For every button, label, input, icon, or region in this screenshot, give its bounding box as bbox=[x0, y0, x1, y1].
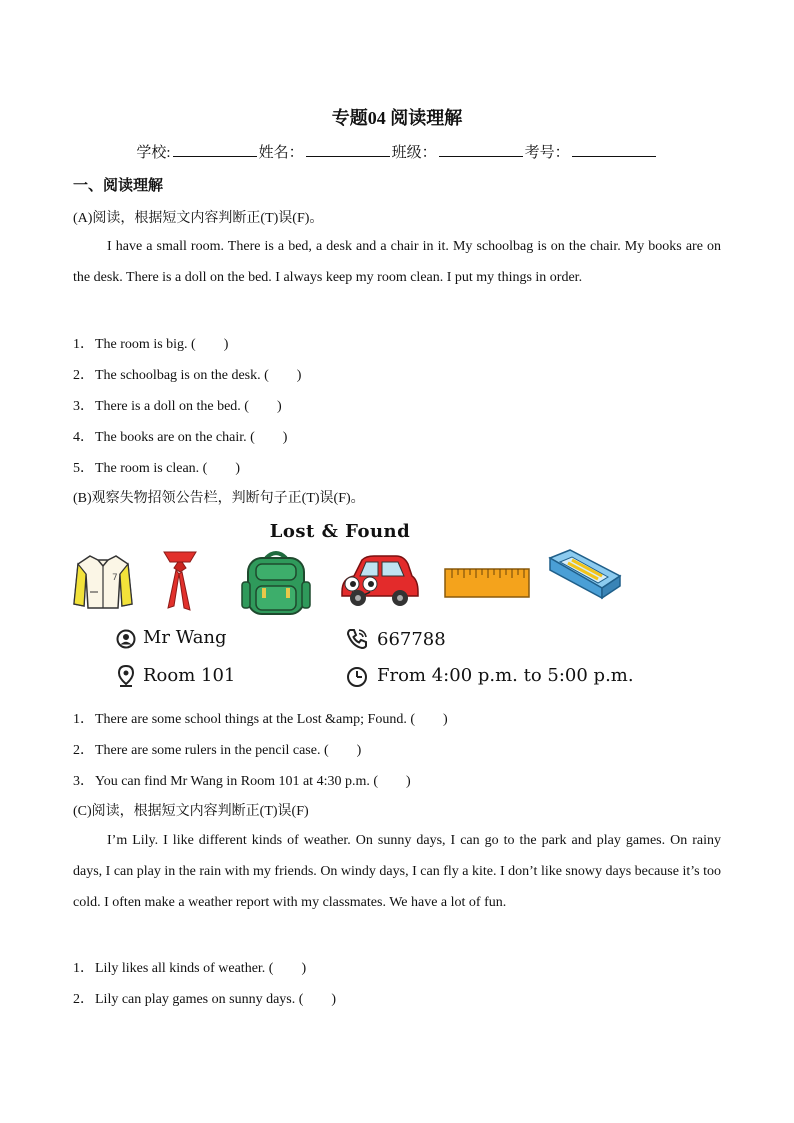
scarf-icon bbox=[160, 548, 200, 612]
question-item: 2．Lily can play games on sunny days. ( ) bbox=[73, 992, 337, 1007]
contact-time: From 4:00 p.m. to 5:00 p.m. bbox=[377, 665, 634, 686]
question-item: 1．There are some school things at the Lost &amp; Found. ( ) bbox=[73, 712, 448, 727]
backpack-icon bbox=[240, 548, 312, 618]
location-pin-icon bbox=[117, 665, 135, 687]
school-label: 学校: bbox=[136, 145, 171, 161]
class-field bbox=[439, 142, 523, 157]
partA-passage: I have a small room. There is a bed, a desk and a chair in it. My schoolbag is on the chair. My books are on the desk. There is a doll on the bed. I always keep my room clean. I put my things in order. bbox=[73, 239, 721, 285]
contact-place: Room 101 bbox=[143, 665, 236, 686]
phone-icon bbox=[346, 628, 368, 650]
school-field bbox=[173, 142, 257, 157]
question-item: 2．The schoolbag is on the desk. ( ) bbox=[73, 368, 302, 383]
class-label: 班级： bbox=[391, 145, 437, 161]
question-item: 4．The books are on the chair. ( ) bbox=[73, 430, 288, 445]
name-field bbox=[306, 142, 390, 157]
question-item: 1．The room is big. ( ) bbox=[73, 337, 229, 352]
number-label: 考号： bbox=[524, 145, 570, 161]
question-item: 5．The room is clean. ( ) bbox=[73, 461, 241, 476]
partA-instruction: (A)阅读，根据短文内容判断正(T)误(F)。 bbox=[73, 211, 324, 226]
partB-instruction: (B)观察失物招领公告栏，判断句子正(T)误(F)。 bbox=[73, 491, 365, 506]
svg-text:7: 7 bbox=[112, 573, 118, 583]
number-field bbox=[572, 142, 656, 157]
name-label: 姓名： bbox=[258, 145, 304, 161]
pencil-case-icon bbox=[546, 548, 622, 602]
jacket-icon bbox=[72, 552, 134, 610]
ruler-icon bbox=[444, 568, 530, 598]
person-icon bbox=[116, 629, 136, 649]
lost-found-title: Lost & Found bbox=[269, 521, 411, 542]
car-icon bbox=[338, 552, 420, 608]
student-info-line bbox=[0, 141, 794, 162]
partC-instruction: (C)阅读，根据短文内容判断正(T)误(F) bbox=[73, 804, 309, 819]
contact-person: Mr Wang bbox=[143, 627, 227, 648]
contact-phone: 667788 bbox=[377, 629, 446, 650]
section-heading: 一、阅读理解 bbox=[73, 178, 164, 194]
question-item: 2．There are some rulers in the pencil case. ( ) bbox=[73, 743, 362, 758]
question-item: 3．You can find Mr Wang in Room 101 at 4:30 p.m. ( ) bbox=[73, 774, 411, 789]
question-item: 3．There is a doll on the bed. ( ) bbox=[73, 399, 282, 414]
partC-passage: I’m Lily. I like different kinds of weather. On sunny days, I can go to the park and play games. On rainy days, I can play in the rain with my friends. On windy days, I can fly a kite. I don’t like snowy days because it’s too cold. I often make a weather report with my classmates. We have a lot of fun. bbox=[73, 833, 721, 910]
clock-icon bbox=[346, 666, 368, 688]
question-item: 1．Lily likes all kinds of weather. ( ) bbox=[73, 961, 307, 976]
page-title: 专题04 阅读理解 bbox=[331, 108, 463, 128]
